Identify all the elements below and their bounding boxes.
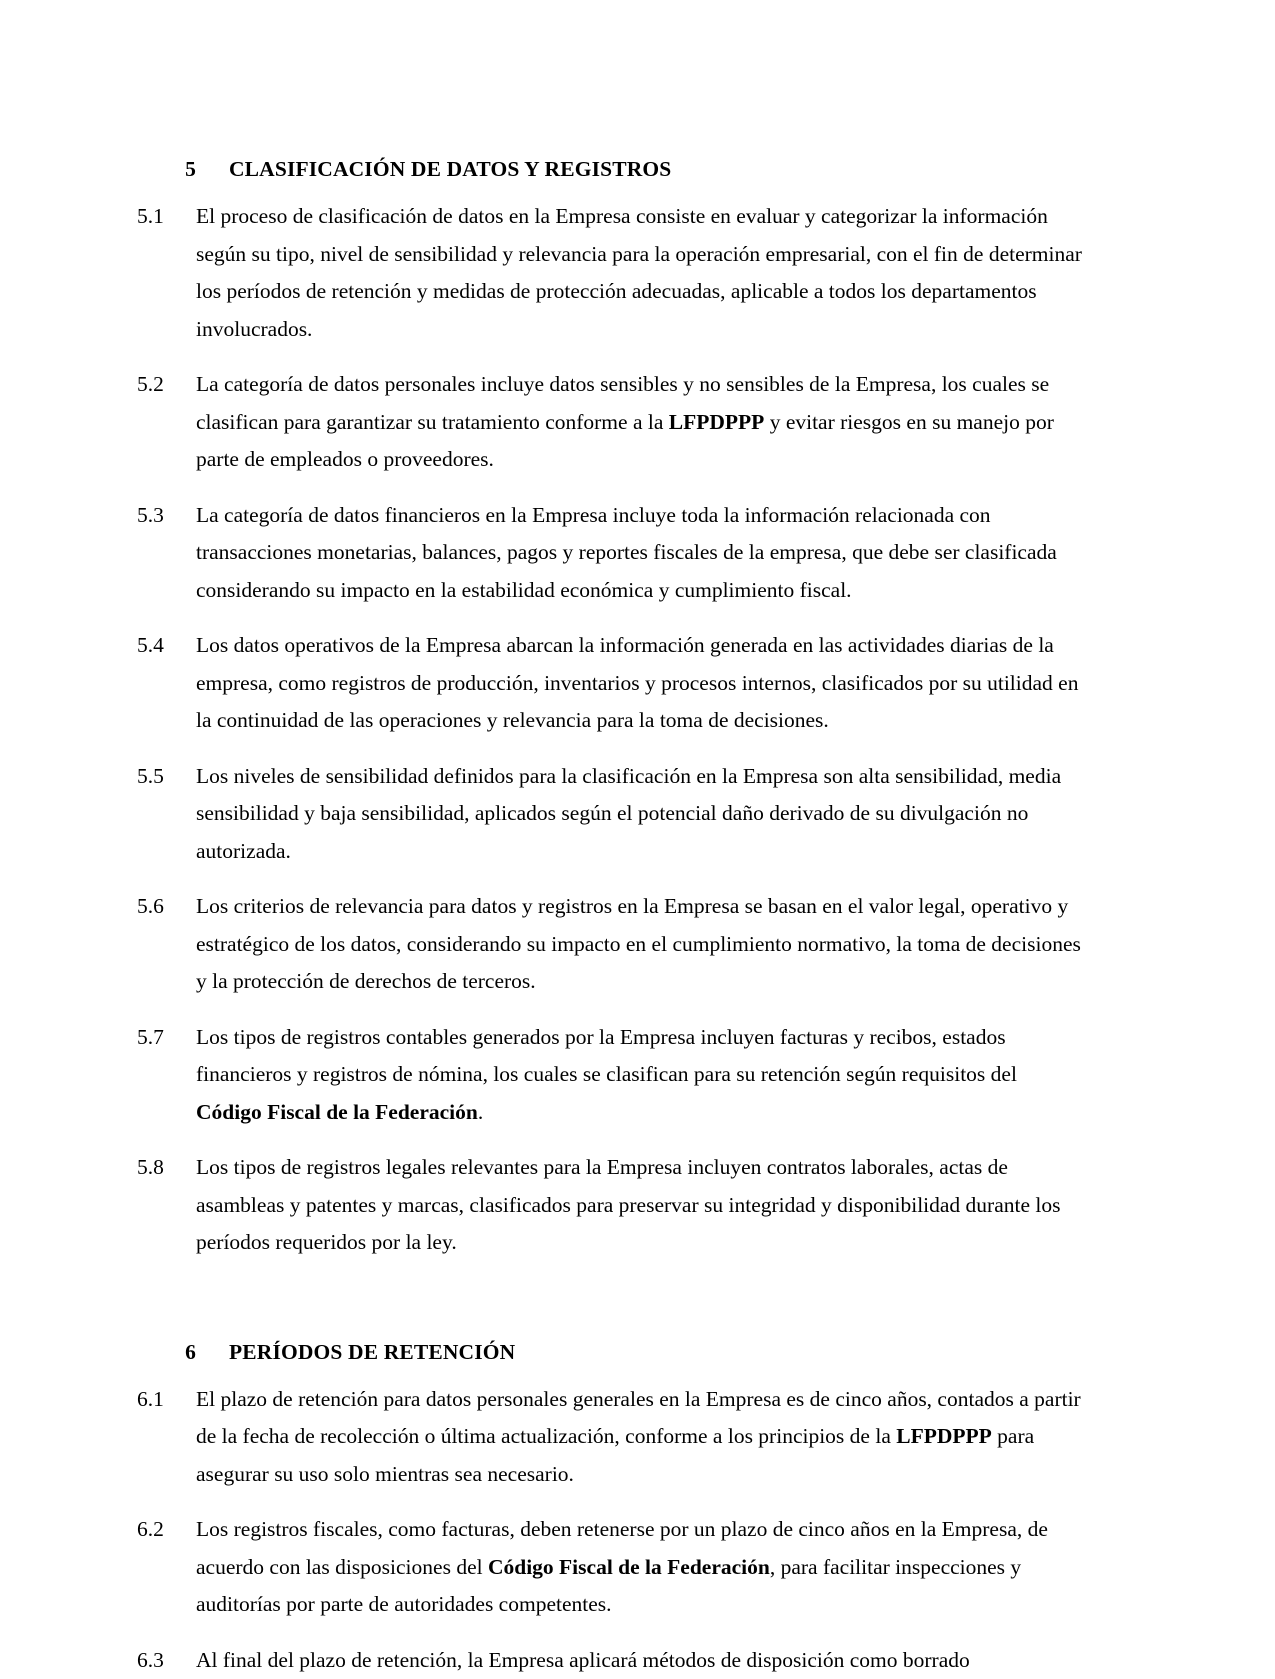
clause-number: 5.7	[137, 1019, 196, 1057]
clause-number: 6.1	[137, 1381, 196, 1419]
clause	[137, 1381, 1082, 1494]
clause-number: 5.1	[137, 198, 196, 236]
clause-text-run: Los criterios de relevancia para datos y registros en la Empresa se basan en el valor legal, operativo y estratégico de los datos, considerando su impacto en el cumplimiento normativo, la toma de decisiones y la protección de derechos de terceros.	[196, 894, 1081, 993]
clause-text-run: y evitar riesgos en su manejo por parte de empleados o proveedores.	[196, 410, 1054, 472]
clause	[137, 1149, 1082, 1262]
clause-text-run: .	[478, 1100, 483, 1124]
clause-text	[196, 758, 1082, 871]
clause-number: 5.3	[137, 497, 196, 535]
emphasized-term: LFPDPPP	[896, 1424, 992, 1448]
clause	[137, 627, 1082, 740]
clause-spacer	[137, 479, 1082, 497]
clause	[137, 366, 1082, 479]
section-heading	[137, 152, 1082, 186]
clause-number: 5.2	[137, 366, 196, 404]
clause	[137, 1019, 1082, 1132]
emphasized-term: Código Fiscal de la Federación	[488, 1555, 770, 1579]
clause-text-run: para asegurar su uso solo mientras sea necesario.	[196, 1424, 1034, 1486]
clause-text	[196, 627, 1082, 740]
clause-text-run: El plazo de retención para datos personales generales en la Empresa es de cinco años, contados a partir de la fecha de recolección o última actualización, conforme a los principios de la	[196, 1387, 1081, 1449]
clause-text-run: Los tipos de registros contables generados por la Empresa incluyen facturas y recibos, estados financieros y registros de nómina, los cuales se clasifican para su retención según requisitos del	[196, 1025, 1017, 1087]
clause-text	[196, 497, 1082, 610]
clause-spacer	[137, 1493, 1082, 1511]
clause	[137, 497, 1082, 610]
clause-spacer	[137, 1624, 1082, 1642]
clause-text	[196, 198, 1082, 348]
clause-number: 6.3	[137, 1642, 196, 1679]
heading-spacer	[137, 186, 1082, 198]
clause-text	[196, 888, 1082, 1001]
clause	[137, 758, 1082, 871]
clause-text-run: El proceso de clasificación de datos en la Empresa consiste en evaluar y categorizar la información según su tipo, nivel de sensibilidad y relevancia para la operación empresarial, con el fin de determinar los períodos de retención y medidas de protección adecuadas, aplicable a todos los departamentos involucrados.	[196, 204, 1082, 341]
clause-text-run: Los niveles de sensibilidad definidos para la clasificación en la Empresa son alta sensibilidad, media sensibilidad y baja sensibilidad, aplicados según el potencial daño derivado de su divulgación no autorizada.	[196, 764, 1061, 863]
document-body	[137, 152, 1082, 1679]
clause-text-run: Los tipos de registros legales relevantes para la Empresa incluyen contratos laborales, actas de asambleas y patentes y marcas, clasificados para preservar su integridad y disponibilidad durante los períodos requeridos por la ley.	[196, 1155, 1061, 1254]
clause	[137, 1511, 1082, 1624]
clause-number: 5.5	[137, 758, 196, 796]
clause-text	[196, 1019, 1082, 1132]
clause	[137, 198, 1082, 348]
clause	[137, 888, 1082, 1001]
clause-text	[196, 1511, 1082, 1624]
clause-spacer	[137, 1131, 1082, 1149]
clause-text-run: Los registros fiscales, como facturas, deben retenerse por un plazo de cinco años en la Empresa, de acuerdo con las disposiciones del	[196, 1517, 1048, 1579]
clause-text-run: , para facilitar inspecciones y auditorías por parte de autoridades competentes.	[196, 1555, 1021, 1617]
clause-text-run: La categoría de datos financieros en la Empresa incluye toda la información relacionada con transacciones monetarias, balances, pagos y reportes fiscales de la empresa, que debe ser clasificada considerando su impacto en la estabilidad económica y cumplimiento fiscal.	[196, 503, 1057, 602]
clause-spacer	[137, 1001, 1082, 1019]
clause-spacer	[137, 870, 1082, 888]
clause-text	[196, 366, 1082, 479]
section-number: 5	[137, 152, 196, 186]
clause-text-run: Los datos operativos de la Empresa abarcan la información generada en las actividades diarias de la empresa, como registros de producción, inventarios y procesos internos, clasificados por su utilidad en la continuidad de las operaciones y relevancia para la toma de decisiones.	[196, 633, 1078, 732]
section-spacer	[137, 1262, 1082, 1335]
clause-text	[196, 1149, 1082, 1262]
section-heading	[137, 1335, 1082, 1369]
section-number: 6	[137, 1335, 196, 1369]
clause-spacer	[137, 609, 1082, 627]
section-title: CLASIFICACIÓN DE DATOS Y REGISTROS	[196, 152, 671, 186]
clause-text-run: Al final del plazo de retención, la Empresa aplicará métodos de disposición como borrado	[196, 1648, 970, 1672]
clause-number: 5.4	[137, 627, 196, 665]
emphasized-term: Código Fiscal de la Federación	[196, 1100, 478, 1124]
emphasized-term: LFPDPPP	[669, 410, 765, 434]
heading-spacer	[137, 1369, 1082, 1381]
clause	[137, 1642, 1082, 1679]
clause-text-run: La categoría de datos personales incluye datos sensibles y no sensibles de la Empresa, los cuales se clasifican para garantizar su tratamiento conforme a la	[196, 372, 1049, 434]
clause-number: 5.6	[137, 888, 196, 926]
clause-text	[196, 1642, 1082, 1679]
section-title: PERÍODOS DE RETENCIÓN	[196, 1335, 515, 1369]
clause-text	[196, 1381, 1082, 1494]
clause-spacer	[137, 740, 1082, 758]
clause-number: 5.8	[137, 1149, 196, 1187]
clause-spacer	[137, 348, 1082, 366]
clause-number: 6.2	[137, 1511, 196, 1549]
